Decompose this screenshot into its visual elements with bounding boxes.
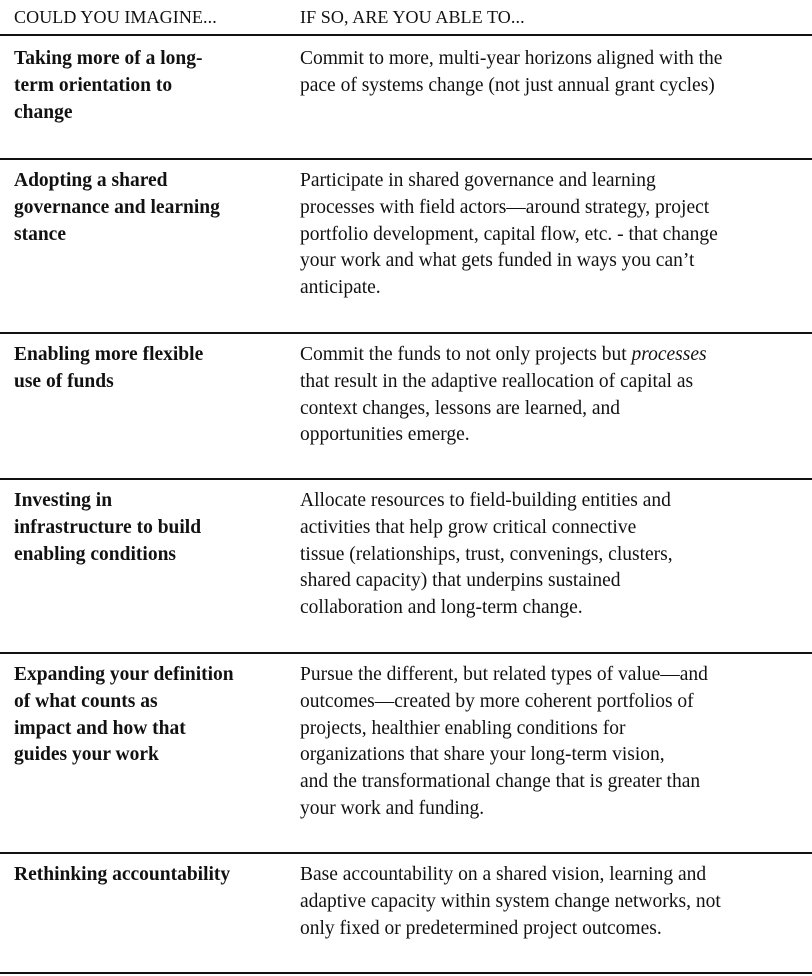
row-action: Commit to more, multi-year horizons aligned with the pace of systems change (not just annual grant cycles)	[300, 48, 723, 96]
header-could-you-imagine: COULD YOU IMAGINE...	[14, 7, 217, 27]
row-prompt: Expanding your definition of what counts as impact and how that guides your work	[14, 664, 234, 766]
emphasis-processes: processes	[631, 344, 707, 365]
row-action: Commit the funds to not only projects but processes that result in the adaptive reallocation of capital as context changes, lessons are learned, and opportunities emerge.	[300, 344, 707, 446]
table-row	[0, 332, 812, 480]
table-row	[0, 652, 812, 854]
row-action: Base accountability on a shared vision, learning and adaptive capacity within system change networks, not only fixed or predetermined project outcomes.	[300, 864, 721, 939]
table-header	[0, 0, 812, 36]
row-prompt: Enabling more flexible use of funds	[14, 344, 204, 392]
header-if-so: IF SO, ARE YOU ABLE TO...	[300, 7, 525, 27]
table-row	[0, 478, 812, 654]
row-prompt: Taking more of a long- term orientation to change	[14, 48, 203, 123]
table-row	[0, 36, 812, 160]
row-action: Pursue the different, but related types of value—and outcomes—created by more coherent portfolios of projects, healthier enabling conditions for organizations that share your long-term vision, and the transformational change that is greater than your work and funding.	[300, 664, 708, 819]
row-prompt: Investing in infrastructure to build enabling conditions	[14, 490, 202, 565]
table-row	[0, 158, 812, 334]
table-row	[0, 852, 812, 974]
row-prompt: Rethinking accountability	[14, 864, 231, 885]
row-action: Allocate resources to field-building entities and activities that help grow critical connective tissue (relationships, trust, convenings, clusters, shared capacity) that underpins sustained collaboration and long-term change.	[300, 490, 673, 619]
row-action: Participate in shared governance and learning processes with field actors—around strategy, project portfolio development, capital flow, etc. - that change your work and what gets funded in ways you can’t anticipate.	[300, 170, 718, 299]
row-prompt: Adopting a shared governance and learning stance	[14, 170, 220, 245]
